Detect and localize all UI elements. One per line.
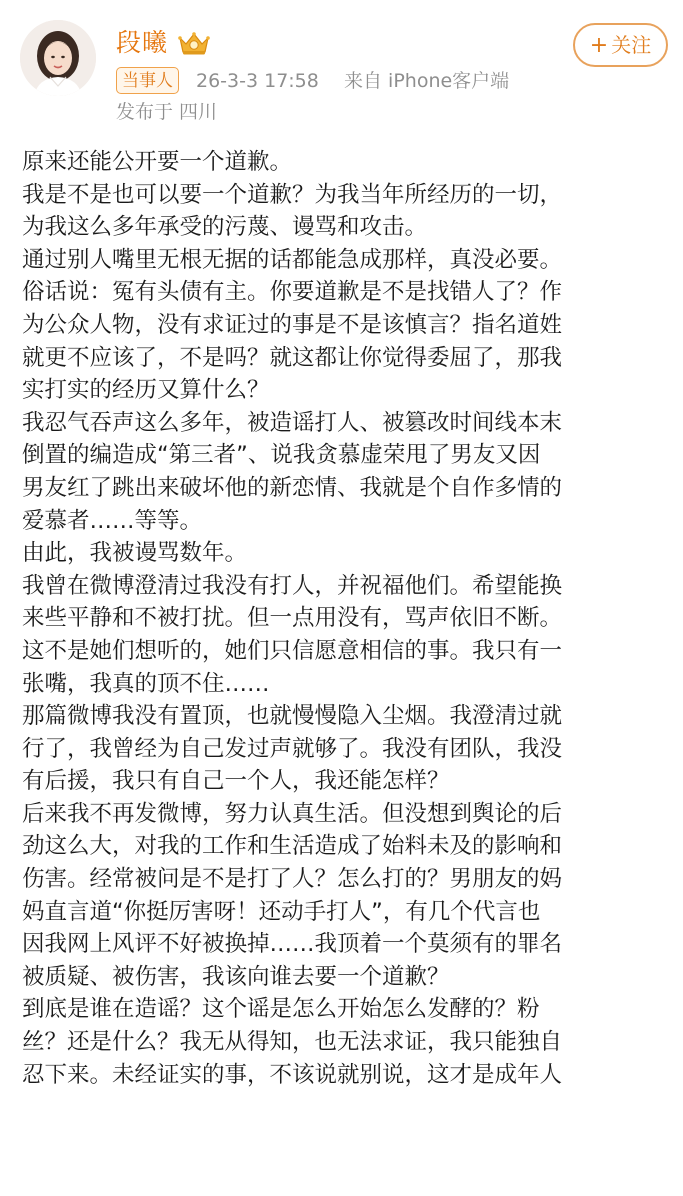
follow-label: 关注 bbox=[611, 33, 652, 57]
crown-icon bbox=[177, 30, 211, 56]
post-paragraph: 我是不是也可以要一个道歉？为我当年所经历的一切， 为我这么多年承受的污蔑、谩骂和攻击。 bbox=[22, 181, 563, 241]
user-name[interactable]: 段曦 bbox=[116, 28, 169, 57]
post-paragraph: 原来还能公开要一个道歉。 bbox=[22, 149, 293, 175]
follow-button[interactable] bbox=[573, 23, 668, 67]
post-paragraph: 我曾在微博澄清过我没有打人，并祝福他们。希望能换 来些平静和不被打扰。但一点用没有，骂声依旧不断。 这不是她们想听的，她们只信愿意相信的事。我只有一 张嘴，我真的顶不住…… bbox=[22, 572, 563, 697]
post-paragraph: 由此，我被谩骂数年。 bbox=[22, 540, 248, 567]
post-paragraph: 到底是谁在造谣？这个谣是怎么开始怎么发酵的？粉 丝？还是什么？我无从得知，也无法求证，我只能独自 忍下来。未经证实的事，不该说就别说，这才是成年人 bbox=[22, 996, 563, 1088]
post-body bbox=[22, 146, 672, 1091]
avatar[interactable] bbox=[20, 20, 96, 96]
post-header bbox=[0, 0, 683, 130]
post-location: 发布于 四川 bbox=[116, 101, 218, 123]
plus-icon: + bbox=[589, 33, 609, 58]
post-paragraph: 那篇微博我没有置顶，也就慢慢隐入尘烟。我澄清过就 行了，我曾经为自己发过声就够了。我没有团队，我没 有后援，我只有自己一个人，我还能怎样？ bbox=[22, 703, 563, 795]
avatar-image bbox=[20, 20, 96, 96]
post-time: 26-3-3 17:58 bbox=[196, 70, 319, 92]
post-paragraph: 俗话说：冤有头债有主。你要道歉是不是找错人了？作 为公众人物，没有求证过的事是不是该慎言？指名道姓 就更不应该了，不是吗？就这都让你觉得委屈了，那我 实打实的经历又算什么？ bbox=[22, 279, 563, 404]
post-paragraph: 后来我不再发微博，努力认真生活。但没想到舆论的后 劲这么大，对我的工作和生活造成了始料未及的影响和 伤害。经常被问是不是打了人？怎么打的？男朋友的妈 妈直言道“你挺厉害呀！还动手打人”，有几个代言也 因我网上风评不好被换掉……我顶着一个莫须有的罪名 被质疑、被伤害，我该向谁去要一个道歉？ bbox=[22, 800, 563, 990]
post-paragraph: 通过别人嘴里无根无据的话都能急成那样，真没必要。 bbox=[22, 246, 563, 273]
post-paragraph: 我忍气吞声这么多年，被造谣打人、被篡改时间线本末 倒置的编造成“第三者”、说我贪慕虚荣甩了男友又因 男友红了跳出来破坏他的新恋情、我就是个自作多情的 爱慕者……等等。 bbox=[22, 409, 563, 534]
role-badge: 当事人 bbox=[116, 67, 179, 94]
post-source: 来自 iPhone客户端 bbox=[344, 70, 510, 92]
